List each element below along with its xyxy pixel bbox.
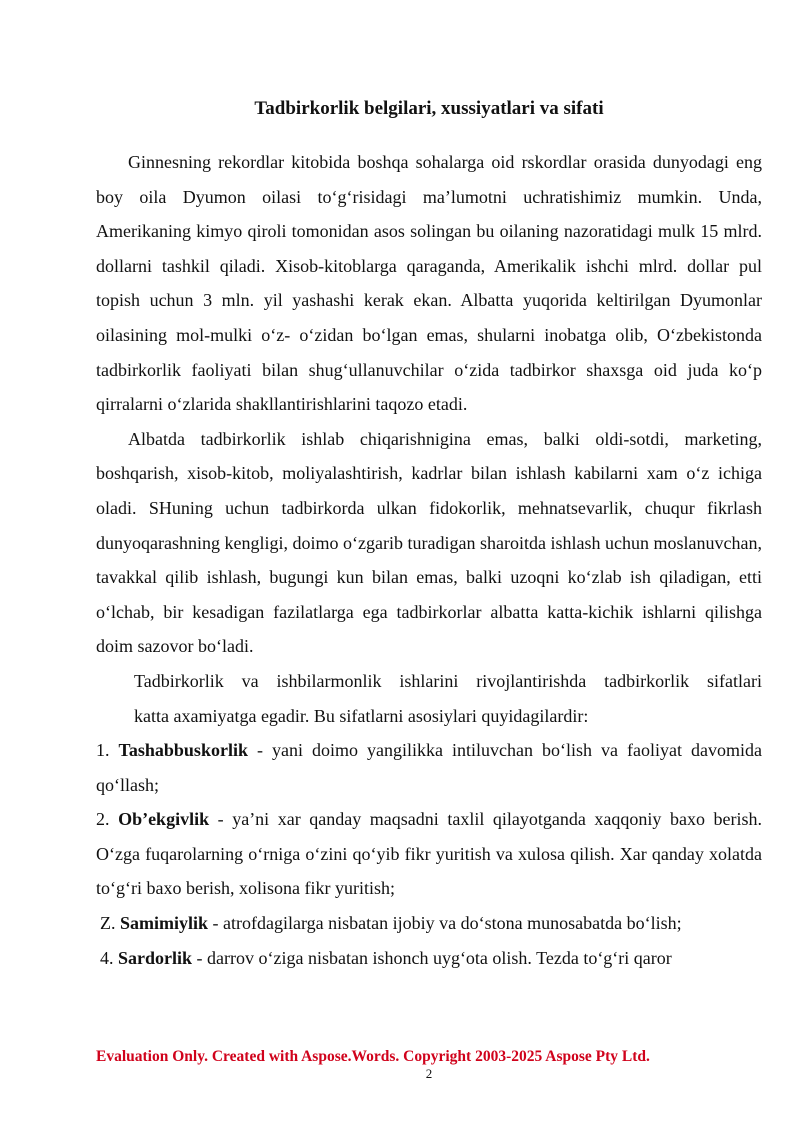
list-item-term: Ob’ekgivlik <box>118 809 210 830</box>
list-item-1 <box>96 733 762 802</box>
list-item-text: - darrov o‘ziga nisbatan ishonch uyg‘ota olish. Tezda to‘g‘ri qaror <box>192 947 672 968</box>
list-item-term: Tashabbuskorlik <box>118 740 248 761</box>
list-item-number: 4. <box>100 947 114 968</box>
paragraph-3-line-2: katta axamiyatga egadir. Bu sifatlarni asosiylari quyidagilardir: <box>134 705 589 726</box>
list-item-3 <box>96 906 762 941</box>
list-item-term: Sardorlik <box>118 947 193 968</box>
list-item-number: Z. <box>100 913 116 934</box>
list-item-4 <box>96 941 762 976</box>
paragraph-3-line-1: Tadbirkorlik va ishbilarmonlik ishlarini rivojlantirishda tadbirkorlik sifatlari <box>134 670 762 691</box>
list-item-number: 2. <box>96 809 110 830</box>
paragraph-1: Ginnesning rekordlar kitobida boshqa sohalarga oid rskordlar orasida dunyodagi eng boy oila Dyumon oilasi to‘g‘risidagi ma’lumotni uchratishimiz mumkin. Unda, Amerikaning kimyo qiroli tomonidan asos solingan bu oilaning nazoratidagi mulk 15 mlrd. dollarni tashkil qiladi. Xisob-kitoblarga qaraganda, Amerikalik ishchi mlrd. dollar pul topish uchun 3 mln. yil yashashi kerak ekan. Albatta yuqorida keltirilgan Dyumonlar oilasining mol-mulki o‘z- o‘zidan bo‘lgan emas, shularni inobatga olib, O‘zbekistonda tadbirkorlik faoliyati bilan shug‘ullanuvchilar o‘zida tadbirkor shaxsga oid juda ko‘p qirralarni o‘zlarida shakllantirishlarini taqozo etadi. <box>96 152 762 415</box>
paragraph-3 <box>96 664 762 733</box>
list-item-term: Samimiylik <box>120 913 209 934</box>
list-item-text: - yani doimo yangilikka intiluvchan bo‘lish va faoliyat davomida qo‘llash; <box>96 740 763 795</box>
evaluation-watermark: Evaluation Only. Created with Aspose.Words. Copyright 2003-2025 Aspose Pty Ltd. <box>96 1048 650 1065</box>
page-number: 2 <box>425 1066 433 1081</box>
document-title: Tadbirkorlik belgilari, xussiyatlari va sifati <box>254 98 604 119</box>
list-item-text: - ya’ni xar qanday maqsadni taxlil qilayotganda xaqqoniy baxo berish. O‘zga fuqarolarning o‘rniga o‘zini qo‘yib fikr yuritish va xulosa qilish. Xar qanday xolatda to‘g‘ri baxo berish, xolisona fikr yuritish; <box>96 809 763 899</box>
paragraph-2: Albatda tadbirkorlik ishlab chiqarishnigina emas, balki oldi-sotdi, marketing, boshqarish, xisob-kitob, moliyalashtirish, kadrlar bilan ishlash kabilarni xam o‘z ichiga oladi. SHuning uchun tadbirkorda ulkan fidokorlik, mehnatsevarlik, chuqur fikrlash dunyoqarashning kengligi, doimo o‘zgarib turadigan sharoitda ishlash uchun moslanuvchan, tavakkal qilib ishlash, bugungi kun bilan emas, balki uzoqni ko‘zlab ish qiladigan, etti o‘lchab, bir kesadigan fazilatlarga ega tadbirkorlar albatta katta-kichik ishlarni qilishga doim sazovor bo‘ladi. <box>96 428 762 657</box>
list-item-number: 1. <box>96 740 110 761</box>
document-body <box>96 145 762 975</box>
list-item-2 <box>96 802 762 906</box>
list-item-text: - atrofdagilarga nisbatan ijobiy va do‘stona munosabatda bo‘lish; <box>208 913 682 934</box>
